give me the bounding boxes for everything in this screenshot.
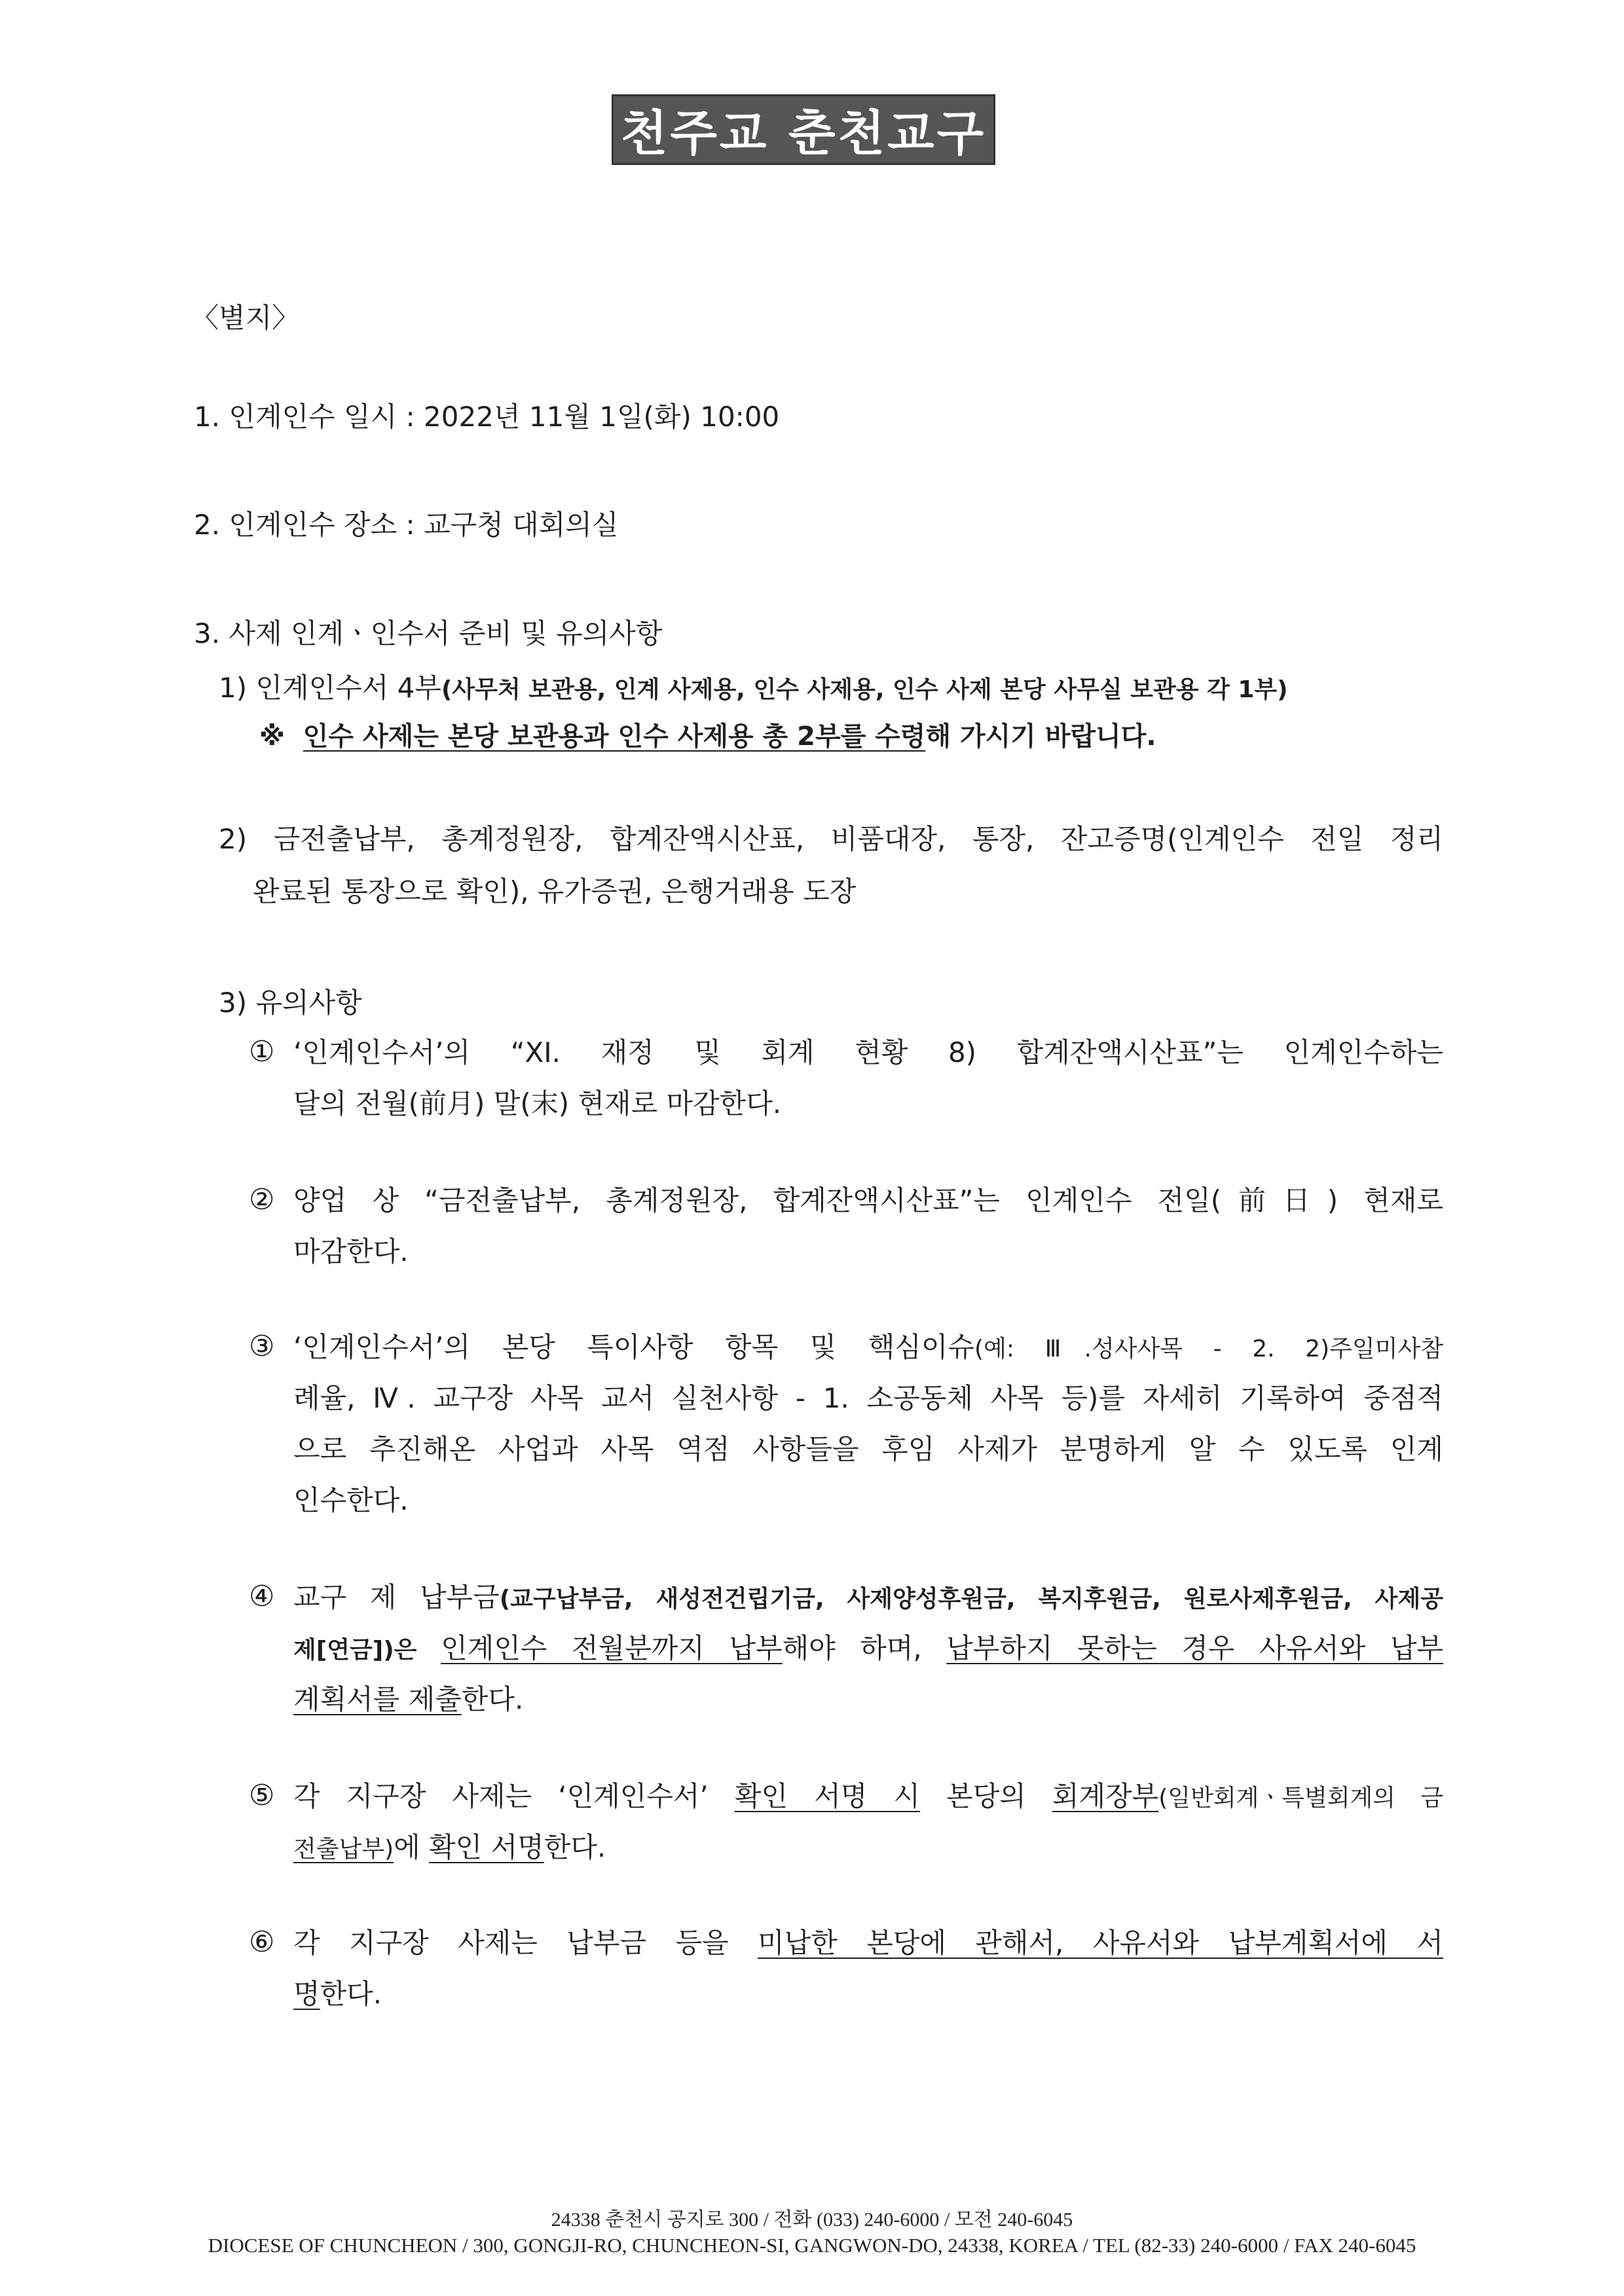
- annex-title: 〈별지〉: [191, 302, 300, 334]
- item-3-line-1b: (예: Ⅲ.성사사목 - 2. 2)주일미사참: [974, 1336, 1443, 1362]
- sub-1-line: [219, 672, 1288, 704]
- sub-2-line-1: 2) 금전출납부, 총계정원장, 합계잔액시산표, 비품대장, 통장, 잔고증명(인계인수 전일 정리: [219, 823, 1443, 855]
- item-5-line-2u: 전출납부): [293, 1836, 394, 1863]
- footer-address-english: DIOCESE OF CHUNCHEON / 300, GONGJI-RO, CHUNCHEON-SI, GANGWON-DO, 24338, KOREA / TEL (82-33) 240-6000 / FAX 240-6045: [208, 2234, 1416, 2257]
- item-4-line-2: [293, 1633, 1443, 1664]
- sub-3-heading: 3) 유의사항: [219, 987, 362, 1019]
- item-5-line-1b: 본당의: [920, 1780, 1052, 1812]
- sub-1-note: [259, 721, 1156, 752]
- item-3-line-4: 인수한다.: [293, 1484, 409, 1516]
- item-circle-2: ②: [249, 1183, 275, 1216]
- item-1-line-2: 달의 전월(前月) 말(末) 현재로 마감한다.: [293, 1087, 782, 1120]
- item-3-line-1: [293, 1332, 1443, 1363]
- item-5-line-1c: (일반회계ㆍ특별회계의 금: [1158, 1785, 1444, 1812]
- item-4-line-1a: 교구 제 납부금: [293, 1581, 500, 1613]
- item-4-line-2b: 해야 하며,: [782, 1632, 947, 1664]
- sub-1-lead: 1) 인계인수서 4부: [219, 672, 441, 704]
- diocese-logo: 천주교 춘천교구: [612, 94, 995, 165]
- item-5-line-1u2: 회계장부: [1052, 1780, 1159, 1812]
- item-6-line-1a: 각 지구장 사제는 납부금 등을: [293, 1927, 758, 1959]
- item-4-line-2a: 제[연금])은: [293, 1637, 441, 1664]
- note-underlined: 인수 사제는 본당 보관용과 인수 사제용 총 2부를 수령: [303, 721, 926, 752]
- item-6-line-1u: 미납한 본당에 관해서, 사유서와 납부계획서에 서: [758, 1927, 1444, 1959]
- item-5-line-2: [293, 1832, 606, 1863]
- note-mark: ※: [259, 721, 285, 752]
- item-5-line-2a: 에: [394, 1831, 430, 1863]
- item-3-line-2: 례율, Ⅳ. 교구장 사목 교서 실천사항 - 1. 소공동체 사목 등)를 자세히 기록하여 중점적: [293, 1382, 1443, 1414]
- item-4-line-3: [293, 1684, 523, 1715]
- item-1-line-1: ‘인계인수서’의 “XI. 재정 및 회계 현황 8) 합계잔액시산표”는 인계인수하는: [293, 1036, 1443, 1068]
- item-circle-3: ③: [249, 1330, 275, 1363]
- item-4-line-3u: 계획서를 제출: [293, 1683, 462, 1715]
- item-6-line-2b: 한다.: [320, 1978, 382, 2010]
- item-3-line-1a: ‘인계인수서’의 본당 특이사항 항목 및 핵심이슈: [293, 1331, 975, 1363]
- item-5-line-2u2: 확인 서명: [429, 1831, 544, 1863]
- item-2-line-1: 양업 상 “금전출납부, 총계정원장, 합계잔액시산표”는 인계인수 전일(前日) 현재로: [293, 1184, 1443, 1216]
- item-5-line-2b: 한다.: [544, 1831, 606, 1863]
- item-4-line-1b: (교구납부금, 새성전건립기금, 사제양성후원금, 복지후원금, 원로사제후원금, 사제공: [499, 1586, 1443, 1613]
- item-circle-4: ④: [249, 1580, 275, 1613]
- item-circle-1: ①: [249, 1035, 275, 1068]
- item-2-line-2: 마감한다.: [293, 1235, 409, 1267]
- item-4-line-3b: 한다.: [461, 1683, 524, 1715]
- item-4-line-1: [293, 1582, 1443, 1613]
- item-circle-5: ⑤: [249, 1779, 275, 1812]
- item-3-heading: 3. 사제 인계ㆍ인수서 준비 및 유의사항: [194, 617, 663, 649]
- note-rest: 해 가시기 바랍니다.: [925, 721, 1156, 752]
- item-5-line-1u1: 확인 서명 시: [734, 1780, 921, 1812]
- item-circle-6: ⑥: [249, 1925, 275, 1959]
- item-2-location: 2. 인계인수 장소 : 교구청 대회의실: [194, 509, 619, 541]
- item-6-line-2: [293, 1978, 382, 2010]
- item-6-line-1: [293, 1927, 1443, 1959]
- item-5-line-1a: 각 지구장 사제는 ‘인계인수서’: [293, 1780, 735, 1812]
- item-3-line-3: 으로 추진해온 사업과 사목 역점 사항들을 후임 사제가 분명하게 알 수 있도록 인계: [293, 1433, 1443, 1465]
- item-1-datetime: 1. 인계인수 일시 : 2022년 11월 1일(화) 10:00: [194, 401, 780, 433]
- footer-address-korean: 24338 춘천시 공지로 300 / 전화 (033) 240-6000 / 모전 240-6045: [551, 2209, 1073, 2231]
- item-6-line-2u: 명: [293, 1978, 320, 2010]
- item-4-line-2u1: 인계인수 전월분까지 납부: [441, 1632, 783, 1664]
- sub-2-line-2: 완료된 통장으로 확인), 유가증권, 은행거래용 도장: [253, 875, 857, 907]
- item-4-line-2u2: 납부하지 못하는 경우 사유서와 납부: [946, 1632, 1444, 1664]
- sub-1-detail: (사무처 보관용, 인계 사제용, 인수 사제용, 인수 사제 본당 사무실 보관용 각 1부): [441, 676, 1288, 703]
- item-5-line-1: [293, 1781, 1443, 1812]
